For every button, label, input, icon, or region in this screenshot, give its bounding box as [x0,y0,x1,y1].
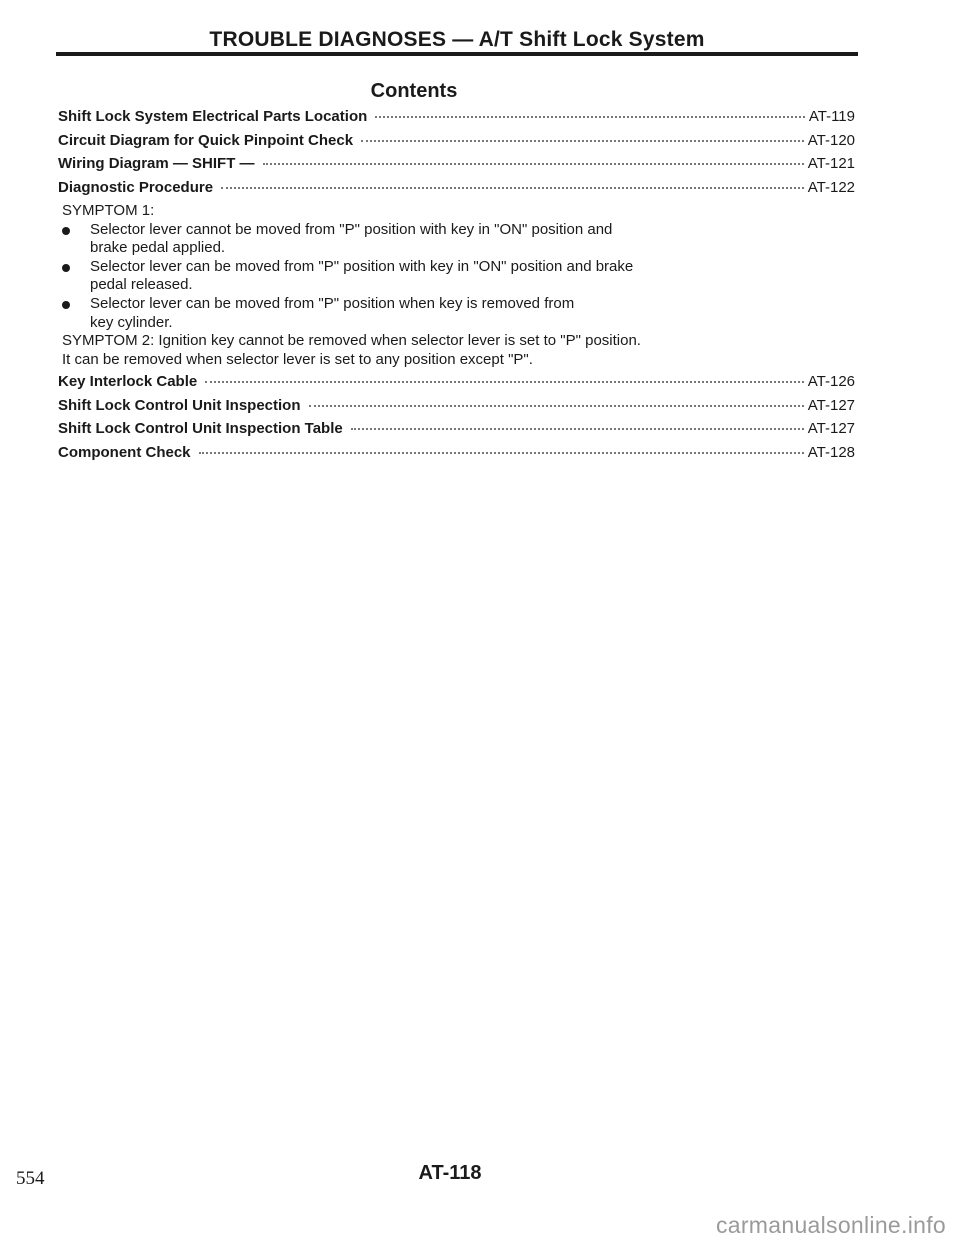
page-header-title: TROUBLE DIAGNOSES — A/T Shift Lock System [209,28,705,51]
bullet-line: pedal released. [90,276,193,294]
symptom-2-text: It can be removed when selector lever is set to any position except "P". [62,350,533,368]
toc-entry[interactable] [58,108,855,132]
toc-entry[interactable] [58,444,855,468]
toc-dot-leader [263,163,804,165]
printed-page-number: 554 [16,1168,45,1189]
toc-entry-page: AT-121 [807,155,855,172]
watermark: carmanualsonline.info [715,1212,946,1238]
bullet-line: Selector lever cannot be moved from "P" position with key in "ON" position and [90,220,613,238]
symptom-bullet [60,221,855,258]
toc-entry-page: AT-120 [807,131,855,149]
toc-dot-leader [221,187,804,189]
symptom-1-label: SYMPTOM 1: [62,202,155,219]
toc-dot-leader [351,428,804,430]
toc-entry[interactable] [58,373,855,397]
bullet-line: key cylinder. [90,313,173,331]
contents-heading: Contents [370,80,458,102]
toc-entry[interactable] [58,155,855,179]
bullet-icon [62,264,70,272]
symptom-2-text: SYMPTOM 2: Ignition key cannot be removed when selector lever is set to "P" position. [62,332,641,350]
toc-dot-leader [361,140,804,142]
toc-entry-page: AT-127 [807,396,855,414]
toc-entry-title: Shift Lock Control Unit Inspection [58,396,301,414]
toc-entry-title: Key Interlock Cable [58,373,198,391]
header-rule [56,52,858,56]
toc-entry[interactable] [58,132,855,156]
toc-entry-page: AT-119 [808,108,855,125]
toc-entry-page: AT-126 [807,373,855,391]
toc-entry-page: AT-122 [807,178,855,196]
bullet-icon [62,301,70,309]
toc-entry[interactable] [58,397,855,421]
bullet-icon [62,227,70,235]
footer-page-label: AT-118 [418,1162,482,1184]
toc-dot-leader [199,452,804,454]
toc-entry-page: AT-127 [807,420,855,438]
toc-entry-page: AT-128 [807,443,855,461]
toc-entry-title: Shift Lock System Electrical Parts Location [58,108,368,125]
toc-entry-title: Shift Lock Control Unit Inspection Table [58,420,343,438]
toc-dot-leader [375,116,805,118]
toc-entry[interactable] [58,420,855,444]
bullet-line: brake pedal applied. [90,239,226,257]
toc-dot-leader [309,405,804,407]
symptom-bullet [60,258,855,295]
symptom-bullet [60,295,855,332]
toc-entry-title: Circuit Diagram for Quick Pinpoint Check [58,131,354,149]
toc-entry-title: Diagnostic Procedure [58,178,214,196]
bullet-line: Selector lever can be moved from "P" position with key in "ON" position and brake [90,257,634,275]
toc-entry[interactable] [58,179,855,203]
table-of-contents [58,108,855,467]
diagnostic-procedure-details [60,202,855,369]
toc-dot-leader [205,381,804,383]
bullet-line: Selector lever can be moved from "P" position when key is removed from [90,294,575,312]
toc-entry-title: Component Check [58,443,191,461]
toc-entry-title: Wiring Diagram — SHIFT — [58,155,255,172]
